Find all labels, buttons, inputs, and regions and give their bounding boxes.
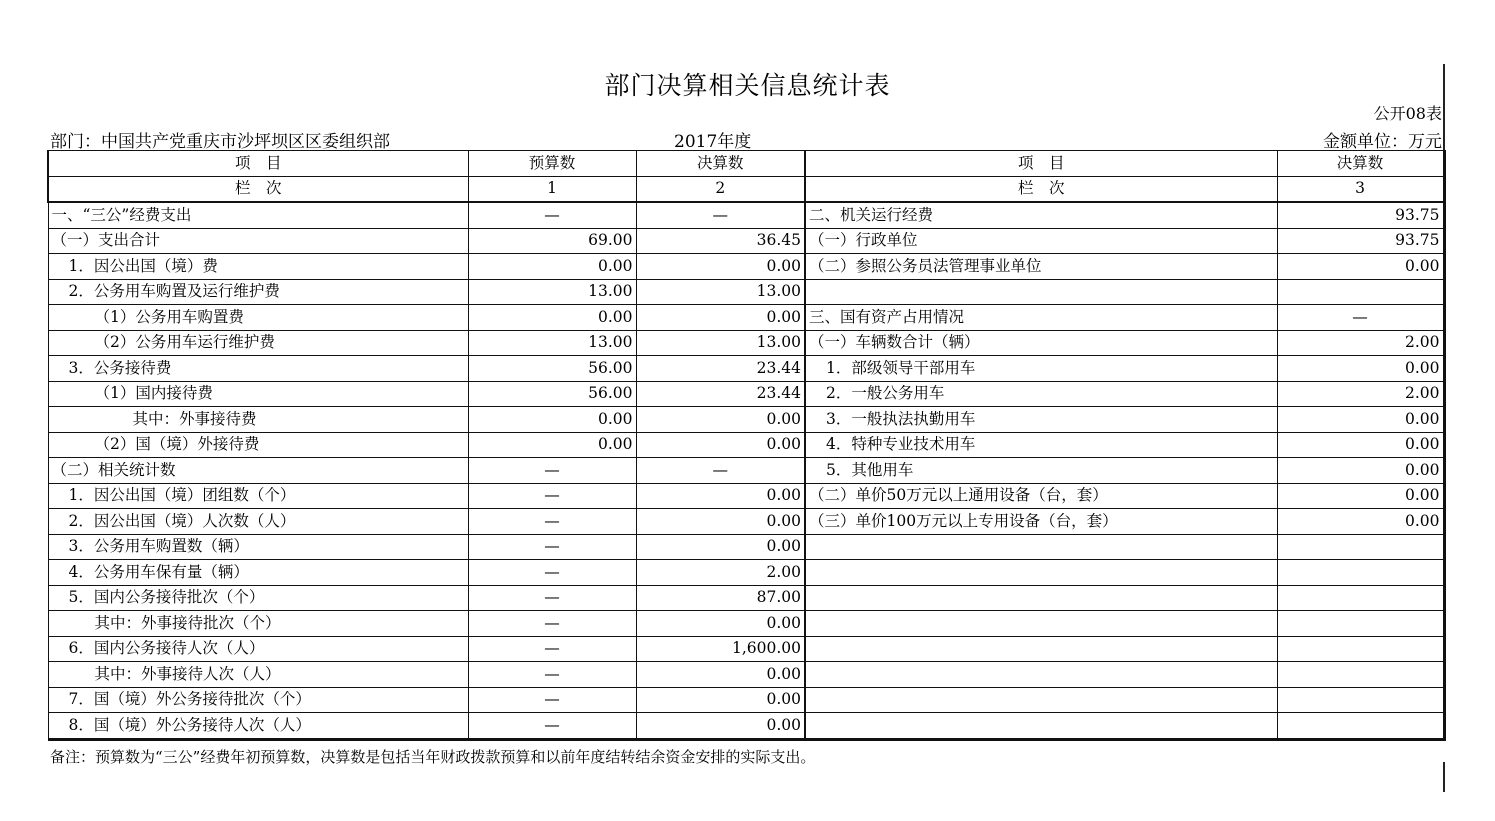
row-item-right [805,713,1277,740]
row-final: 0.00 [636,432,805,458]
row-final-right: 2.00 [1277,381,1444,407]
row-item: （2）公务用车运行维护费 [48,330,468,356]
row-item-right: 4．特种专业技术用车 [805,432,1277,458]
row-budget: — [468,636,636,662]
row-item: （2）国（境）外接待费 [48,432,468,458]
row-budget: — [468,534,636,560]
row-item-right [805,636,1277,662]
row-final: 0.00 [636,662,805,688]
row-final: 13.00 [636,330,805,356]
form-number: 公开08表 [1373,104,1442,123]
row-final-right: 93.75 [1277,228,1444,254]
table-row [48,407,1444,433]
row-item-right [805,585,1277,611]
row-final: — [636,458,805,484]
row-budget: — [468,458,636,484]
row-item-right [805,611,1277,637]
header-item-right: 项 目 [805,151,1277,177]
row-budget: 69.00 [468,228,636,254]
row-item-right: （二）单价50万元以上通用设备（台，套） [805,483,1277,509]
row-final: 2.00 [636,560,805,586]
column-number-3: 3 [1277,176,1444,202]
column-number-row [48,176,1444,202]
row-final-right [1277,585,1444,611]
row-final-right: 0.00 [1277,356,1444,382]
header-row [48,151,1444,177]
row-final-right [1277,560,1444,586]
row-item: （1）国内接待费 [48,381,468,407]
table-row [48,228,1444,254]
column-number-1: 1 [468,176,636,202]
header-item: 项 目 [48,151,468,177]
table-row [48,279,1444,305]
header-budget: 预算数 [468,151,636,177]
row-final-right: — [1277,305,1444,331]
row-final: 0.00 [636,509,805,535]
row-item-right: （二）参照公务员法管理事业单位 [805,254,1277,280]
column-number-label: 栏 次 [48,176,468,202]
table-row [48,305,1444,331]
column-number-2: 2 [636,176,805,202]
row-final: — [636,202,805,228]
row-item: 5．国内公务接待批次（个） [48,585,468,611]
row-budget: — [468,713,636,740]
footnote: 备注：预算数为“三公”经费年初预算数，决算数是包括当年财政拨款预算和以前年度结转结余资金安排的实际支出。 [50,748,816,766]
row-budget: 0.00 [468,254,636,280]
row-budget: 13.00 [468,279,636,305]
row-budget: — [468,509,636,535]
row-final: 23.44 [636,356,805,382]
table-row [48,560,1444,586]
row-final: 0.00 [636,687,805,713]
table-row [48,534,1444,560]
row-item: （一）支出合计 [48,228,468,254]
row-final-right: 2.00 [1277,330,1444,356]
row-final-right [1277,687,1444,713]
row-final: 0.00 [636,483,805,509]
row-item: 其中：外事接待人次（人） [48,662,468,688]
row-final-right: 93.75 [1277,202,1444,228]
row-final-right [1277,662,1444,688]
row-budget: 13.00 [468,330,636,356]
row-budget: — [468,687,636,713]
row-item: （二）相关统计数 [48,458,468,484]
table-row [48,509,1444,535]
row-budget: 0.00 [468,432,636,458]
row-final-right [1277,611,1444,637]
row-final: 13.00 [636,279,805,305]
row-item-right [805,687,1277,713]
fiscal-year: 2017年度 [674,132,752,152]
row-final-right [1277,636,1444,662]
row-final: 36.45 [636,228,805,254]
row-item: （1）公务用车购置费 [48,305,468,331]
table-row [48,381,1444,407]
row-final: 23.44 [636,381,805,407]
row-final-right: 0.00 [1277,458,1444,484]
row-item-right: 1．部级领导干部用车 [805,356,1277,382]
row-item-right [805,534,1277,560]
row-item: 4．公务用车保有量（辆） [48,560,468,586]
table-row [48,202,1444,228]
row-item-right [805,279,1277,305]
row-budget: — [468,483,636,509]
row-final-right: 0.00 [1277,483,1444,509]
row-budget: — [468,560,636,586]
row-budget: — [468,585,636,611]
row-item-right: 三、国有资产占用情况 [805,305,1277,331]
table-row [48,687,1444,713]
row-final-right: 0.00 [1277,407,1444,433]
row-final-right: 0.00 [1277,509,1444,535]
row-item-right: （一）行政单位 [805,228,1277,254]
header-final: 决算数 [636,151,805,177]
table-row [48,356,1444,382]
table-row [48,636,1444,662]
table-row [48,713,1444,740]
row-budget: 0.00 [468,305,636,331]
row-item-right: （一）车辆数合计（辆） [805,330,1277,356]
row-item: 1．因公出国（境）费 [48,254,468,280]
row-final-right [1277,279,1444,305]
table-row [48,662,1444,688]
table-row [48,483,1444,509]
row-item: 一、“三公”经费支出 [48,202,468,228]
row-budget: — [468,662,636,688]
row-item: 7．国（境）外公务接待批次（个） [48,687,468,713]
row-final: 0.00 [636,713,805,740]
row-item-right: 5．其他用车 [805,458,1277,484]
row-final: 0.00 [636,407,805,433]
row-item: 3．公务用车购置数（辆） [48,534,468,560]
row-item-right: 二、机关运行经费 [805,202,1277,228]
row-item: 2．公务用车购置及运行维护费 [48,279,468,305]
statistics-table [47,150,1446,741]
row-final: 0.00 [636,611,805,637]
row-final: 0.00 [636,534,805,560]
row-item: 3．公务接待费 [48,356,468,382]
table-row [48,432,1444,458]
row-item-right: （三）单价100万元以上专用设备（台，套） [805,509,1277,535]
row-item-right: 3．一般执法执勤用车 [805,407,1277,433]
row-final-right [1277,713,1444,740]
row-final: 1,600.00 [636,636,805,662]
row-item: 6．国内公务接待人次（人） [48,636,468,662]
row-item: 2．因公出国（境）人次数（人） [48,509,468,535]
row-budget: 56.00 [468,381,636,407]
department-label: 部门：中国共产党重庆市沙坪坝区区委组织部 [50,132,390,152]
row-item-right [805,662,1277,688]
row-item: 其中：外事接待批次（个） [48,611,468,637]
table-row [48,585,1444,611]
row-budget: — [468,202,636,228]
row-final: 87.00 [636,585,805,611]
row-item: 其中：外事接待费 [48,407,468,433]
row-item: 1．因公出国（境）团组数（个） [48,483,468,509]
page-title: 部门决算相关信息统计表 [604,71,891,100]
column-number-label-right: 栏 次 [805,176,1277,202]
header-final-right: 决算数 [1277,151,1444,177]
right-margin-tick [1443,762,1445,792]
row-final: 0.00 [636,305,805,331]
row-final: 0.00 [636,254,805,280]
row-final-right: 0.00 [1277,254,1444,280]
row-item-right: 2．一般公务用车 [805,381,1277,407]
row-budget: 0.00 [468,407,636,433]
table-row [48,611,1444,637]
row-item-right [805,560,1277,586]
row-budget: 56.00 [468,356,636,382]
row-budget: — [468,611,636,637]
table-row [48,458,1444,484]
row-final-right [1277,534,1444,560]
row-final-right: 0.00 [1277,432,1444,458]
row-item: 8．国（境）外公务接待人次（人） [48,713,468,740]
table-row [48,330,1444,356]
amount-unit: 金额单位：万元 [1323,132,1442,152]
table-row [48,254,1444,280]
